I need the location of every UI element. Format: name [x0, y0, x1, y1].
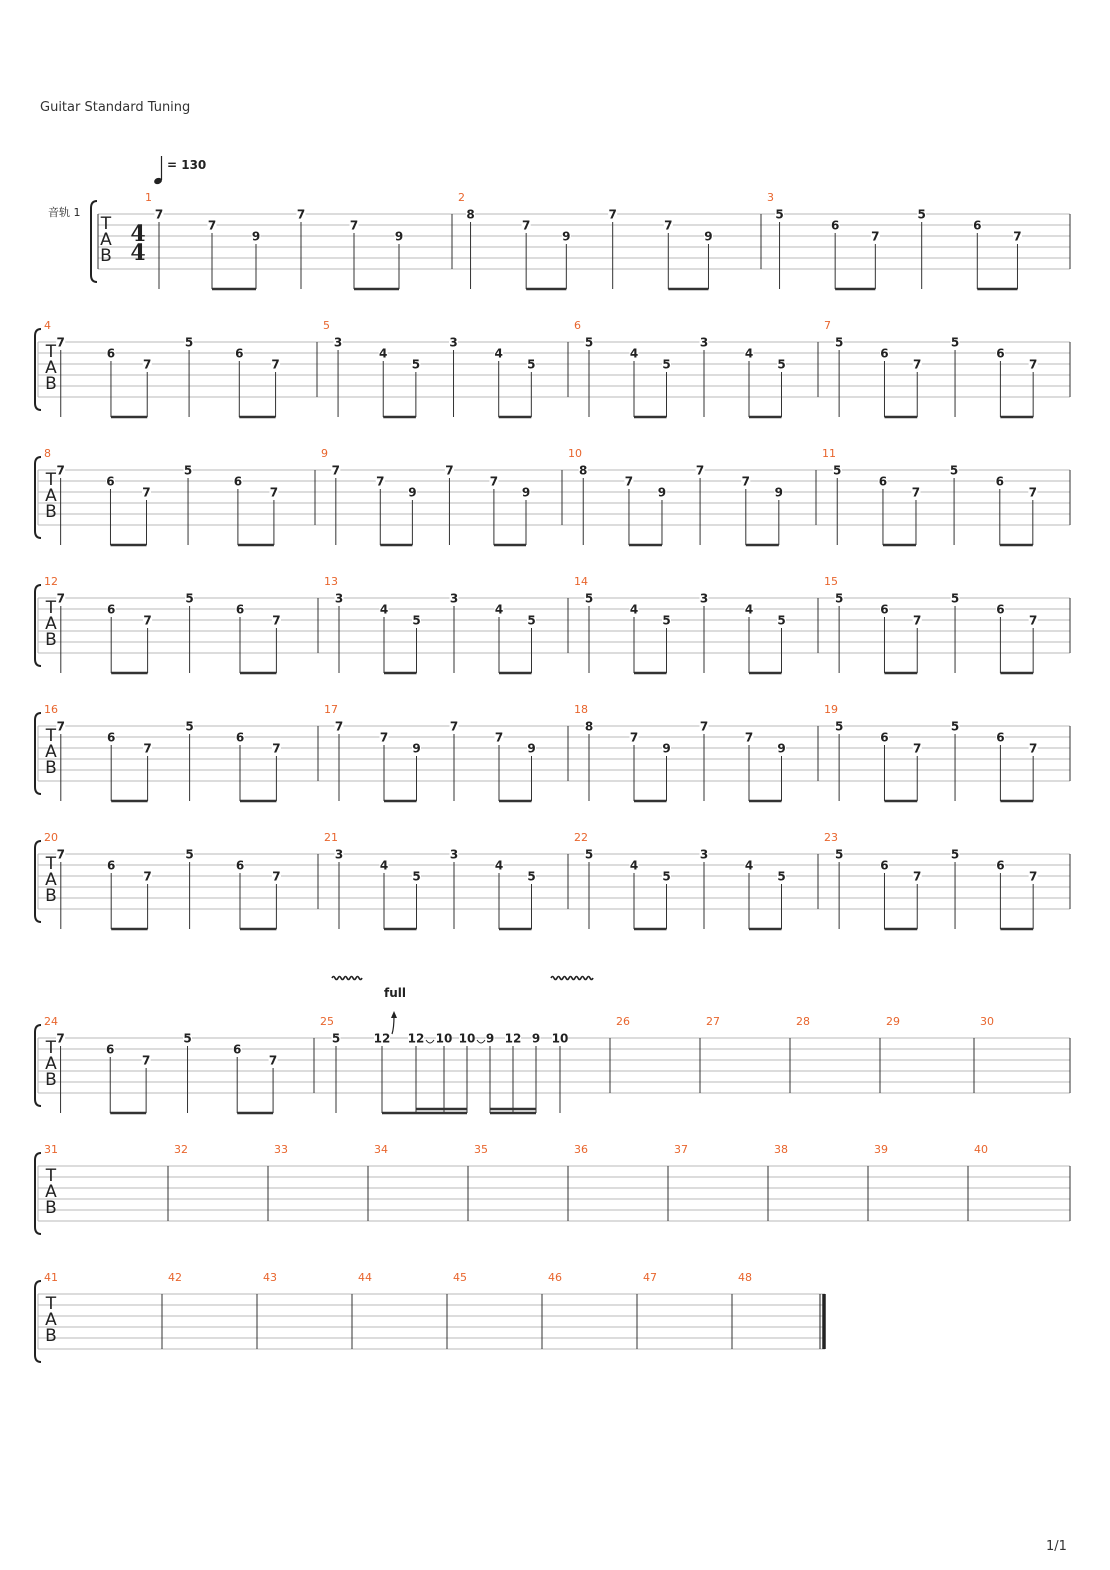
fret-number: 9 [521, 485, 531, 500]
measure-number: 4 [44, 319, 51, 332]
fret-number: 7 [449, 719, 459, 734]
measure-number: 3 [767, 191, 774, 204]
fret-number: 6 [996, 602, 1005, 617]
measure-number: 5 [323, 319, 330, 332]
fret-number: 7 [379, 730, 389, 745]
fret-number: 9 [704, 229, 713, 244]
fret-number: 3 [449, 847, 459, 862]
fret-number: 5 [949, 463, 959, 478]
fret-number: 7 [629, 730, 639, 745]
fret-number: 7 [56, 847, 65, 862]
measure-number: 19 [824, 703, 838, 716]
measure-number: 12 [44, 575, 58, 588]
vibrato-icon [332, 977, 362, 980]
measure-number: 14 [574, 575, 588, 588]
measure-number: 11 [822, 447, 836, 460]
fret-number: 7 [913, 869, 922, 884]
measure-number: 43 [263, 1271, 277, 1284]
fret-number: 7 [913, 357, 922, 372]
tab-clef-b: B [45, 374, 57, 394]
fret-number: 7 [143, 357, 152, 372]
tab-clef-a: A [45, 870, 57, 890]
fret-number: 5 [662, 869, 671, 884]
tab-clef-b: B [45, 630, 57, 650]
measure-number: 26 [616, 1015, 630, 1028]
fret-number: 9 [531, 1031, 541, 1046]
tab-system [35, 1271, 825, 1362]
tab-clef-t: T [45, 726, 57, 746]
measure-number: 24 [44, 1015, 58, 1028]
fret-number: 7 [489, 474, 499, 489]
tab-clef-t: T [100, 214, 112, 234]
fret-number: 10 [435, 1031, 453, 1046]
time-signature-top: 4 [130, 221, 146, 247]
fret-number: 7 [695, 463, 705, 478]
fret-number: 3 [699, 591, 709, 606]
fret-number: 7 [56, 1031, 65, 1046]
fret-number: 5 [411, 357, 421, 372]
fret-number: 9 [251, 229, 261, 244]
fret-number: 3 [699, 847, 709, 862]
tab-system [35, 703, 1070, 801]
fret-number: 7 [56, 335, 65, 350]
fret-number: 7 [272, 613, 281, 628]
fret-number: 8 [584, 719, 594, 734]
measure-number: 8 [44, 447, 51, 460]
fret-number: 7 [911, 485, 921, 500]
fret-number: 7 [376, 474, 385, 489]
measure-number: 9 [321, 447, 328, 460]
fret-number: 7 [56, 719, 65, 734]
measure-number: 37 [674, 1143, 688, 1156]
measure-number: 45 [453, 1271, 467, 1284]
fret-number: 5 [527, 357, 536, 372]
tab-clef-b: B [45, 886, 57, 906]
measure-number: 6 [574, 319, 581, 332]
fret-number: 7 [1028, 485, 1037, 500]
fret-number: 5 [834, 847, 844, 862]
fret-number: 7 [271, 357, 280, 372]
fret-number: 5 [662, 357, 671, 372]
fret-number: 6 [233, 1042, 242, 1057]
tab-system [35, 319, 1070, 417]
measure-number: 25 [320, 1015, 334, 1028]
tab-clef-a: A [45, 486, 57, 506]
fret-number: 5 [584, 591, 594, 606]
fret-number: 7 [744, 730, 754, 745]
fret-number: 4 [744, 602, 754, 617]
fret-number: 6 [107, 730, 116, 745]
tab-clef-t: T [45, 1038, 57, 1058]
measure-number: 39 [874, 1143, 888, 1156]
fret-number: 3 [334, 847, 344, 862]
fret-number: 5 [185, 591, 194, 606]
measure-number: 28 [796, 1015, 810, 1028]
fret-number: 5 [917, 207, 926, 222]
fret-number: 9 [657, 485, 667, 500]
measure-number: 34 [374, 1143, 388, 1156]
fret-number: 4 [629, 346, 639, 361]
fret-number: 6 [996, 346, 1005, 361]
slur-mark [426, 1040, 434, 1043]
page-number: 1/1 [1046, 1539, 1067, 1554]
measure-number: 2 [458, 191, 465, 204]
fret-number: 12 [373, 1031, 391, 1046]
measure-number: 10 [568, 447, 582, 460]
measure-number: 33 [274, 1143, 288, 1156]
tab-clef-a: A [100, 230, 112, 250]
tab-clef-b: B [45, 1198, 57, 1218]
fret-number: 5 [834, 719, 844, 734]
fret-number: 7 [1028, 613, 1038, 628]
bend-label: full [384, 986, 406, 1000]
bend-arrow-head [391, 1011, 397, 1018]
fret-number: 5 [527, 613, 536, 628]
bend-arrow [392, 1016, 394, 1034]
fret-number: 7 [913, 741, 922, 756]
fret-number: 5 [584, 335, 594, 350]
measure-number: 36 [574, 1143, 588, 1156]
fret-number: 5 [775, 207, 784, 222]
tab-clef-a: A [45, 614, 57, 634]
fret-number: 10 [458, 1031, 476, 1046]
fret-number: 7 [56, 591, 65, 606]
fret-number: 7 [269, 485, 279, 500]
measure-number: 17 [324, 703, 338, 716]
fret-number: 7 [272, 741, 281, 756]
fret-number: 7 [334, 719, 344, 734]
fret-number: 6 [880, 730, 889, 745]
fret-number: 8 [579, 463, 588, 478]
fret-number: 4 [379, 858, 389, 873]
fret-number: 6 [880, 602, 889, 617]
fret-number: 7 [331, 463, 340, 478]
fret-number: 6 [878, 474, 888, 489]
measure-number: 21 [324, 831, 338, 844]
fret-number: 9 [408, 485, 417, 500]
fret-number: 7 [608, 207, 617, 222]
tab-clef-a: A [45, 742, 57, 762]
fret-number: 5 [662, 613, 671, 628]
fret-number: 5 [777, 613, 786, 628]
measure-number: 40 [974, 1143, 988, 1156]
fret-number: 4 [494, 858, 504, 873]
fret-number: 7 [143, 869, 152, 884]
fret-number: 5 [777, 869, 786, 884]
measure-number: 7 [824, 319, 831, 332]
fret-number: 5 [950, 591, 960, 606]
fret-number: 7 [494, 730, 504, 745]
fret-number: 6 [996, 730, 1005, 745]
fret-number: 4 [379, 602, 389, 617]
fret-number: 7 [272, 869, 281, 884]
system-bracket [91, 201, 97, 282]
vibrato-icon [551, 977, 593, 980]
fret-number: 5 [331, 1031, 341, 1046]
measure-number: 29 [886, 1015, 900, 1028]
fret-number: 6 [973, 218, 982, 233]
measure-number: 1 [145, 191, 152, 204]
fret-number: 5 [183, 463, 193, 478]
fret-number: 7 [1028, 741, 1038, 756]
fret-number: 9 [662, 741, 671, 756]
fret-number: 7 [1013, 229, 1022, 244]
fret-number: 7 [1028, 869, 1038, 884]
tab-system [35, 1143, 1070, 1234]
measure-number: 46 [548, 1271, 562, 1284]
fret-number: 5 [185, 719, 194, 734]
measure-number: 13 [324, 575, 338, 588]
fret-number: 6 [106, 1042, 115, 1057]
tab-system [35, 447, 1070, 545]
fret-number: 6 [880, 858, 889, 873]
fret-number: 7 [521, 218, 531, 233]
fret-number: 5 [184, 335, 194, 350]
fret-number: 4 [379, 346, 388, 361]
fret-number: 6 [995, 474, 1004, 489]
fret-number: 6 [107, 858, 116, 873]
tab-clef-a: A [45, 1182, 57, 1202]
fret-number: 7 [143, 741, 152, 756]
measure-number: 23 [824, 831, 838, 844]
fret-number: 6 [235, 346, 244, 361]
measure-number: 32 [174, 1143, 188, 1156]
measure-number: 48 [738, 1271, 752, 1284]
fret-number: 6 [880, 346, 889, 361]
fret-number: 3 [449, 335, 458, 350]
tab-system [35, 1015, 1070, 1113]
fret-number: 6 [107, 602, 116, 617]
fret-number: 7 [56, 463, 65, 478]
fret-number: 4 [744, 858, 754, 873]
fret-number: 6 [235, 602, 245, 617]
fret-number: 4 [629, 858, 639, 873]
measure-number: 27 [706, 1015, 720, 1028]
fret-number: 5 [412, 613, 421, 628]
fret-number: 5 [833, 463, 842, 478]
tab-clef-t: T [45, 598, 57, 618]
tab-clef-t: T [45, 342, 57, 362]
measure-number: 20 [44, 831, 58, 844]
fret-number: 6 [235, 730, 245, 745]
fret-number: 12 [407, 1031, 425, 1046]
fret-number: 9 [562, 229, 571, 244]
measure-number: 16 [44, 703, 58, 716]
fret-number: 5 [834, 335, 844, 350]
fret-number: 9 [774, 485, 783, 500]
fret-number: 4 [494, 602, 504, 617]
measure-number: 42 [168, 1271, 182, 1284]
fret-number: 9 [485, 1031, 495, 1046]
fret-number: 7 [624, 474, 634, 489]
fret-number: 6 [235, 858, 245, 873]
tab-clef-a: A [45, 1310, 57, 1330]
tempo-value: = 130 [167, 158, 207, 172]
fret-number: 6 [996, 858, 1005, 873]
fret-number: 7 [154, 207, 164, 222]
fret-number: 8 [466, 207, 475, 222]
fret-number: 9 [777, 741, 786, 756]
tab-clef-b: B [100, 246, 112, 266]
tab-clef-a: A [45, 358, 57, 378]
tab-clef-t: T [45, 1294, 57, 1314]
fret-number: 4 [629, 602, 639, 617]
fret-number: 7 [349, 218, 359, 233]
measure-number: 31 [44, 1143, 58, 1156]
fret-number: 5 [527, 869, 536, 884]
measure-number: 30 [980, 1015, 994, 1028]
tab-system [35, 831, 1070, 929]
fret-number: 3 [699, 335, 709, 350]
fret-number: 9 [394, 229, 404, 244]
fret-number: 5 [412, 869, 421, 884]
measure-number: 38 [774, 1143, 788, 1156]
fret-number: 3 [333, 335, 343, 350]
tab-clef-b: B [45, 1070, 57, 1090]
fret-number: 7 [143, 613, 152, 628]
tab-clef-t: T [45, 1166, 57, 1186]
tab-clef-t: T [45, 470, 57, 490]
fret-number: 6 [233, 474, 243, 489]
tab-clef-b: B [45, 1326, 57, 1346]
fret-number: 7 [142, 485, 151, 500]
fret-number: 7 [141, 1053, 151, 1068]
tab-clef-b: B [45, 502, 57, 522]
measure-number: 35 [474, 1143, 488, 1156]
fret-number: 7 [871, 229, 880, 244]
fret-number: 7 [913, 613, 922, 628]
tab-system [35, 575, 1070, 673]
fret-number: 5 [950, 847, 960, 862]
measure-number: 15 [824, 575, 838, 588]
fret-number: 5 [950, 335, 960, 350]
fret-number: 6 [830, 218, 840, 233]
tab-clef-a: A [45, 1054, 57, 1074]
fret-number: 7 [664, 218, 673, 233]
fret-number: 5 [584, 847, 594, 862]
fret-number: 10 [551, 1031, 569, 1046]
fret-number: 7 [296, 207, 306, 222]
fret-number: 12 [504, 1031, 522, 1046]
fret-number: 4 [744, 346, 754, 361]
fret-number: 6 [106, 474, 115, 489]
fret-number: 5 [950, 719, 960, 734]
tuning-label: Guitar Standard Tuning [40, 100, 191, 115]
fret-number: 3 [449, 591, 459, 606]
tab-clef-t: T [45, 854, 57, 874]
tab-clef-b: B [45, 758, 57, 778]
track-name: 音轨 1 [48, 206, 81, 219]
fret-number: 7 [1028, 357, 1038, 372]
tab-system [91, 191, 1070, 289]
fret-number: 7 [268, 1053, 278, 1068]
fret-number: 7 [699, 719, 709, 734]
fret-number: 4 [494, 346, 503, 361]
fret-number: 9 [412, 741, 421, 756]
fret-number: 7 [445, 463, 454, 478]
tempo-marking [153, 156, 206, 185]
time-signature-bottom: 4 [130, 240, 146, 266]
fret-number: 7 [207, 218, 217, 233]
measure-number: 47 [643, 1271, 657, 1284]
fret-number: 5 [777, 357, 786, 372]
fret-number: 5 [183, 1031, 192, 1046]
measure-number: 41 [44, 1271, 58, 1284]
fret-number: 9 [527, 741, 536, 756]
slur-mark [477, 1040, 485, 1043]
fret-number: 6 [106, 346, 116, 361]
fret-number: 7 [741, 474, 750, 489]
measure-number: 44 [358, 1271, 372, 1284]
measure-number: 18 [574, 703, 588, 716]
measure-number: 22 [574, 831, 588, 844]
fret-number: 3 [334, 591, 344, 606]
fret-number: 5 [834, 591, 844, 606]
fret-number: 5 [185, 847, 194, 862]
